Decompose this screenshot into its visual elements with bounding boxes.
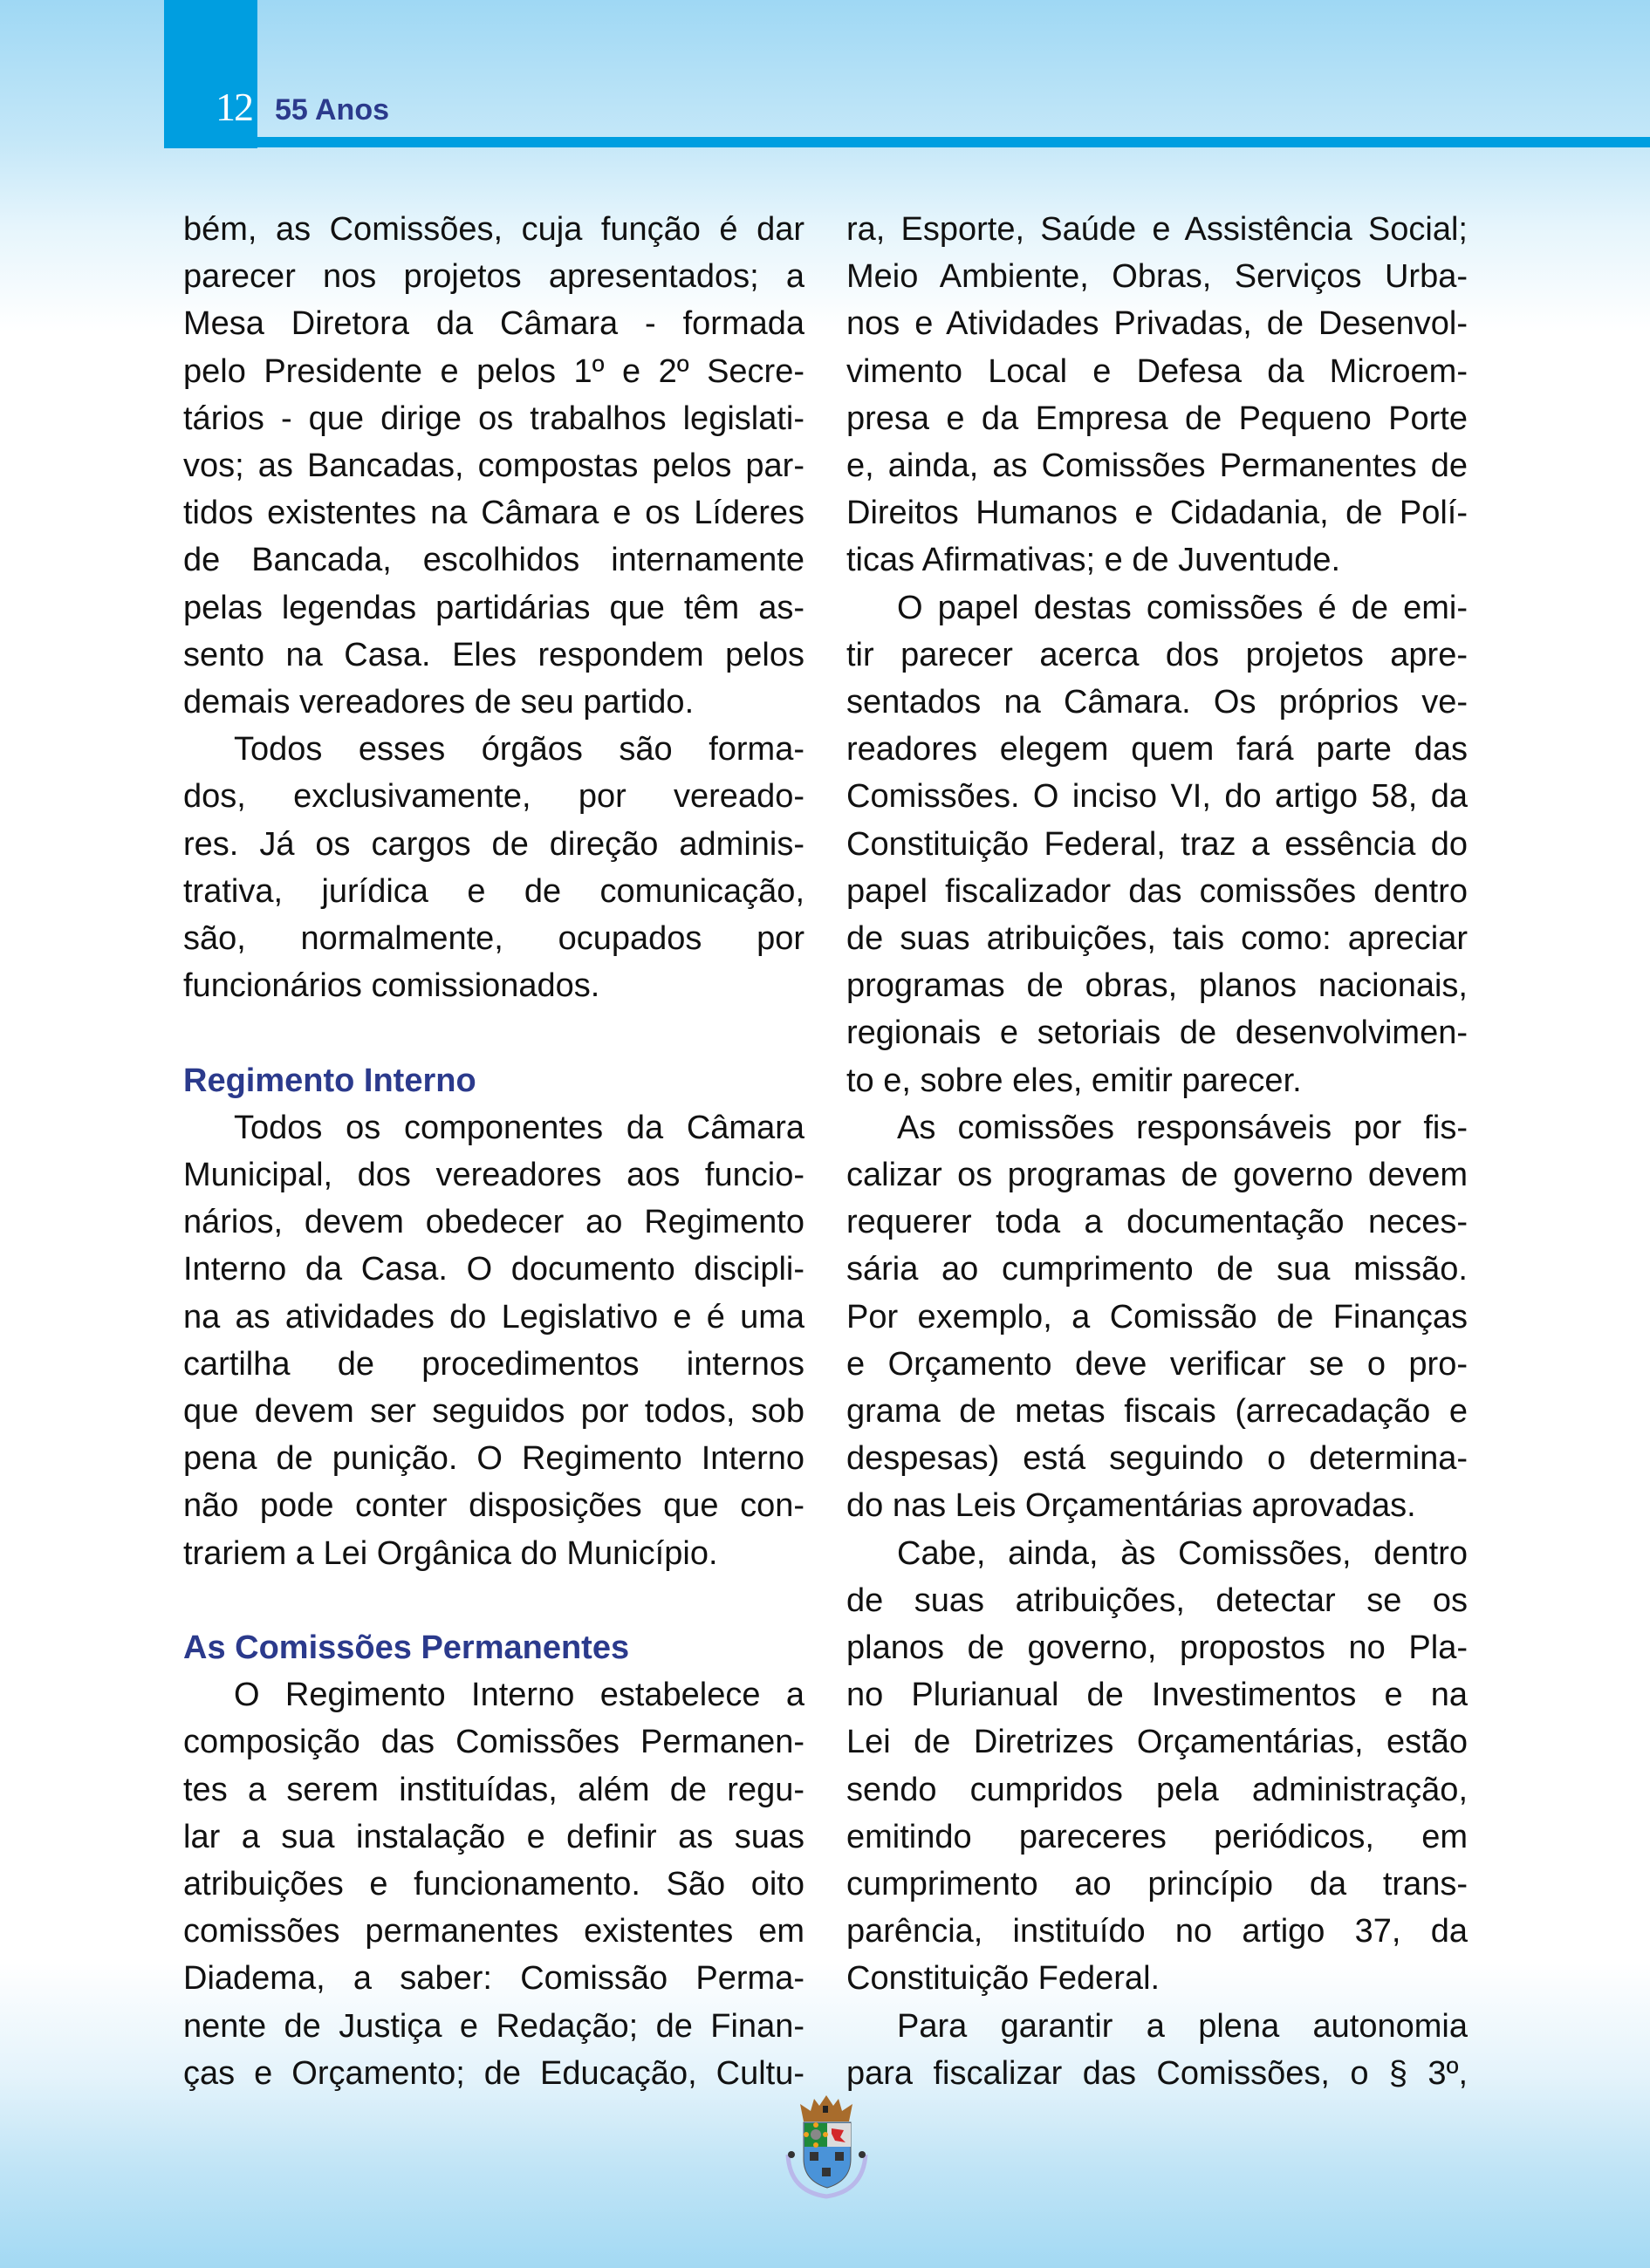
paragraph-line: ças e Orçamento; de Educação, Cultu-: [183, 2054, 804, 2092]
paragraph-line: Cabe, ainda, às Comissões, dentro: [897, 1534, 1468, 1572]
paragraph-line: dos, exclusivamente, por vereado-: [183, 778, 804, 816]
paragraph-line: Direitos Humanos e Cidadania, de Polí-: [846, 495, 1468, 532]
paragraph-line: bém, as Comissões, cuja função é dar: [183, 211, 804, 248]
paragraph-line: nos e Atividades Privadas, de Desenvol-: [846, 305, 1468, 343]
paragraph-line: atribuições e funcionamento. São oito: [183, 1866, 804, 1903]
paragraph-line: sento na Casa. Eles respondem pelos: [183, 636, 804, 673]
paragraph-line: O Regimento Interno estabelece a: [234, 1677, 804, 1714]
paragraph-line: tidos existentes na Câmara e os Líderes: [183, 495, 804, 532]
paragraph-line: pena de punição. O Regimento Interno: [183, 1440, 804, 1478]
paragraph-line: presa e da Empresa de Pequeno Porte: [846, 400, 1468, 437]
paragraph-line: despesas) está seguindo o determina-: [846, 1440, 1468, 1478]
paragraph-line: para fiscalizar das Comissões, o § 3º,: [846, 2054, 1468, 2092]
paragraph-line: são, normalmente, ocupados por: [183, 920, 804, 957]
paragraph-line: parecer nos projetos apresentados; a: [183, 258, 804, 296]
paragraph-line: Diadema, a saber: Comissão Perma-: [183, 1960, 804, 1998]
paragraph-line: planos de governo, propostos no Pla-: [846, 1629, 1468, 1666]
paragraph-line: vos; as Bancadas, compostas pelos par-: [183, 447, 804, 484]
paragraph-line: que devem ser seguidos por todos, sob: [183, 1393, 804, 1430]
paragraph-line: tes a serem instituídas, além de regu-: [183, 1771, 804, 1808]
paragraph-line: e, ainda, as Comissões Permanentes de: [846, 447, 1468, 484]
paragraph-line: Interno da Casa. O documento discipli-: [183, 1251, 804, 1288]
paragraph-line: Para garantir a plena autonomia: [897, 2007, 1468, 2045]
paragraph-line: grama de metas fiscais (arrecadação e: [846, 1393, 1468, 1430]
paragraph-line: Constituição Federal, traz a essência do: [846, 825, 1468, 863]
header-rule: [257, 137, 1650, 147]
paragraph-line: no Plurianual de Investimentos e na: [846, 1677, 1468, 1714]
paragraph-line: O papel destas comissões é de emi-: [897, 589, 1468, 626]
running-header-title: 55 Anos: [275, 93, 390, 126]
section-heading: As Comissões Permanentes: [183, 1629, 630, 1666]
paragraph-line: As comissões responsáveis por fis-: [897, 1109, 1468, 1146]
paragraph-line: ticas Afirmativas; e de Juventude.: [846, 542, 1341, 579]
section-heading: Regimento Interno: [183, 1062, 476, 1099]
paragraph-line: programas de obras, planos nacionais,: [846, 967, 1468, 1005]
paragraph-line: Municipal, dos vereadores aos funcio-: [183, 1157, 804, 1193]
paragraph-line: emitindo pareceres periódicos, em: [846, 1818, 1468, 1855]
paragraph-line: de suas atribuições, detectar se os: [846, 1581, 1468, 1619]
paragraph-line: Mesa Diretora da Câmara - formada: [183, 305, 804, 343]
paragraph-line: sária ao cumprimento de sua missão.: [846, 1251, 1468, 1288]
paragraph-line: vimento Local e Defesa da Microem-: [846, 352, 1468, 390]
paragraph-line: lar a sua instalação e definir as suas: [183, 1818, 804, 1855]
paragraph-line: Todos esses órgãos são forma-: [234, 731, 804, 769]
paragraph-line: pelas legendas partidárias que têm as-: [183, 589, 804, 626]
paragraph-line: demais vereadores de seu partido.: [183, 684, 695, 721]
paragraph-line: cumprimento ao princípio da trans-: [846, 1866, 1468, 1903]
paragraph-line: calizar os programas de governo devem: [846, 1157, 1468, 1193]
paragraph-line: Todos os componentes da Câmara: [234, 1109, 804, 1146]
paragraph-line: tir parecer acerca dos projetos apre-: [846, 636, 1468, 673]
paragraph-line: cartilha de procedimentos internos: [183, 1345, 804, 1383]
paragraph-line: res. Já os cargos de direção adminis-: [183, 825, 804, 863]
paragraph-line: sentados na Câmara. Os próprios ve-: [846, 684, 1468, 721]
paragraph-line: requerer toda a documentação neces-: [846, 1204, 1468, 1241]
paragraph-line: funcionários comissionados.: [183, 967, 600, 1005]
paragraph-line: pelo Presidente e pelos 1º e 2º Secre-: [183, 352, 804, 390]
paragraph-line: regionais e setoriais de desenvolvimen-: [846, 1014, 1468, 1052]
paragraph-line: não pode conter disposições que con-: [183, 1487, 804, 1525]
paragraph-line: parência, instituído no artigo 37, da: [846, 1913, 1468, 1950]
paragraph-line: comissões permanentes existentes em: [183, 1913, 804, 1950]
paragraph-line: trariem a Lei Orgânica do Município.: [183, 1534, 718, 1572]
paragraph-line: Comissões. O inciso VI, do artigo 58, da: [846, 778, 1468, 816]
paragraph-line: nente de Justiça e Redação; de Finan-: [183, 2007, 804, 2045]
paragraph-line: na as atividades do Legislativo e é uma: [183, 1298, 804, 1336]
paragraph-line: readores elegem quem fará parte das: [846, 731, 1468, 769]
paragraph-line: tários - que dirige os trabalhos legislati-: [183, 400, 804, 437]
paragraph-line: trativa, jurídica e de comunicação,: [183, 872, 804, 910]
paragraph-line: Meio Ambiente, Obras, Serviços Urba-: [846, 258, 1468, 296]
paragraph-line: Constituição Federal.: [846, 1960, 1160, 1998]
paragraph-line: do nas Leis Orçamentárias aprovadas.: [846, 1487, 1416, 1525]
paragraph-line: composição das Comissões Permanen-: [183, 1724, 804, 1761]
page-number: 12: [216, 85, 252, 129]
paragraph-line: Por exemplo, a Comissão de Finanças: [846, 1298, 1468, 1336]
paragraph-line: papel fiscalizador das comissões dentro: [846, 872, 1468, 910]
paragraph-line: e Orçamento deve verificar se o pro-: [846, 1345, 1468, 1383]
paragraph-line: Lei de Diretrizes Orçamentárias, estão: [846, 1724, 1468, 1761]
paragraph-line: to e, sobre eles, emitir parecer.: [846, 1062, 1302, 1099]
paragraph-line: sendo cumpridos pela administração,: [846, 1771, 1468, 1808]
diadema-coat-of-arms-icon: [781, 2094, 873, 2203]
paragraph-line: ra, Esporte, Saúde e Assistência Social;: [846, 211, 1468, 248]
paragraph-line: de suas atribuições, tais como: apreciar: [846, 920, 1468, 957]
paragraph-line: de Bancada, escolhidos internamente: [183, 542, 804, 579]
paragraph-line: nários, devem obedecer ao Regimento: [183, 1204, 804, 1241]
